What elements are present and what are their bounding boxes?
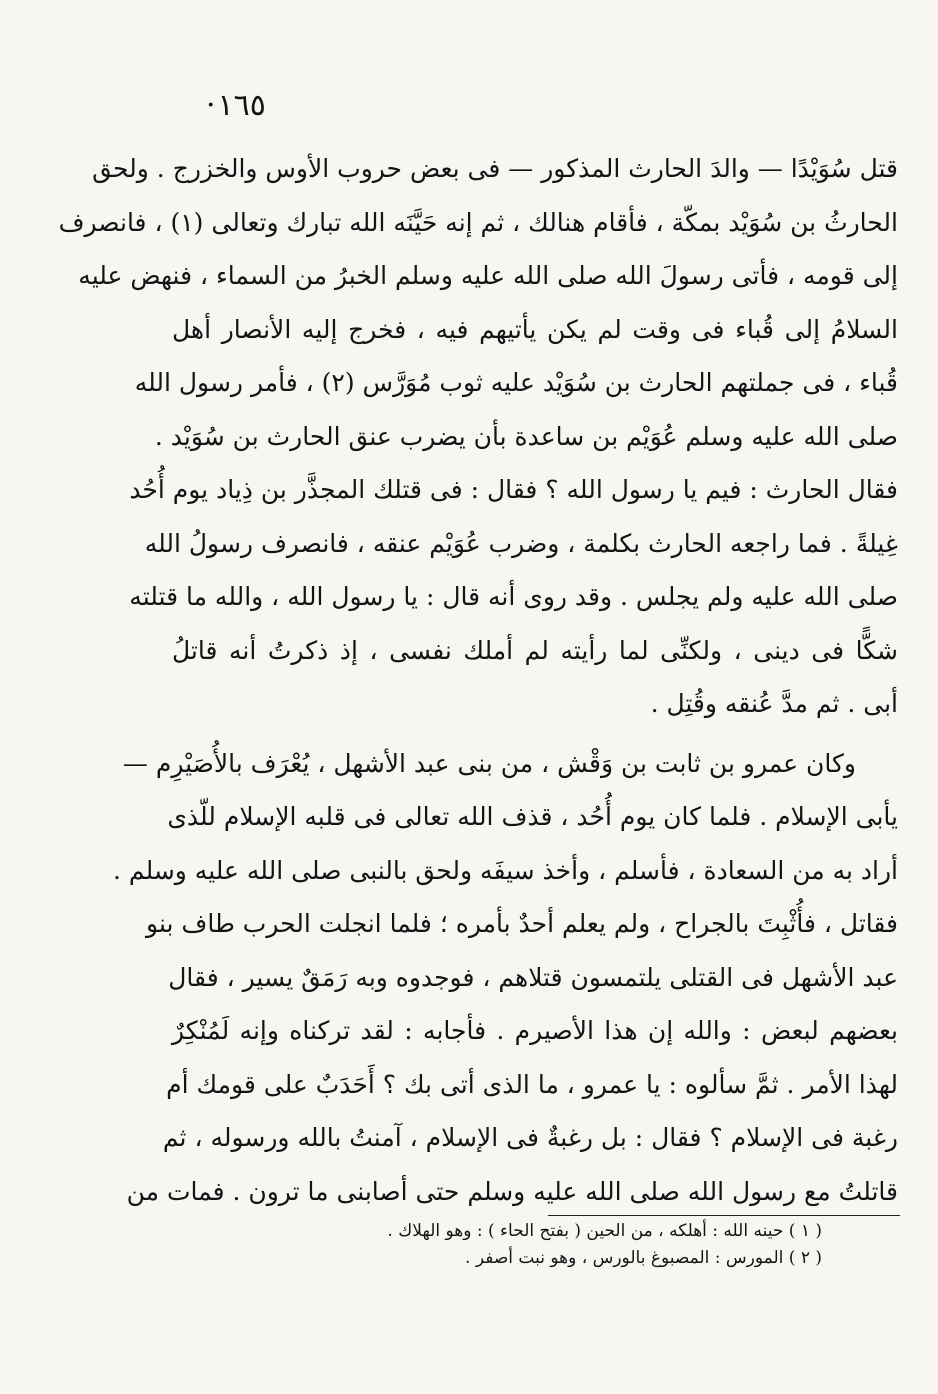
text-line: الحارثُ بن سُوَيْد بمكّة ، فأقام هنالك ، ثم إنه حَيَّنَه الله تبارك وتعالى (١) ، فانصرف	[58, 207, 898, 237]
text-line: شكًّا فى دينى ، ولكنِّى لما رأيته لم أملك نفسى ، إذ ذكرتُ أنه قاتلُ	[172, 635, 898, 665]
text-line: إلى قومه ، فأتى رسولَ الله صلى الله عليه وسلم الخبرُ من السماء ، فنهض عليه	[78, 261, 898, 290]
text-line: قُباء ، فى جملتهم الحارث بن سُوَيْد عليه ثوب مُوَرَّس (٢) ، فأمر رسول الله	[134, 368, 898, 397]
text-line: قاتلتُ مع رسول الله صلى الله عليه وسلم حتى أصابنى ما ترون . فمات من	[126, 1176, 898, 1206]
text-line: فقاتل ، فأُثْبِتَ بالجراح ، ولم يعلم أحدٌ بأمره ؛ فلما انجلت الحرب طاف بنو	[146, 909, 898, 938]
text-line: رغبة فى الإسلام ؟ فقال : بل رغبةٌ فى الإسلام ، آمنتُ بالله ورسوله ، ثم	[162, 1123, 898, 1152]
text-line: عبد الأشهل فى القتلى يلتمسون قتلاهم ، فوجدوه وبه رَمَقٌ يسير ، فقال	[168, 962, 898, 992]
text-line: صلى الله عليه ولم يجلس . وقد روى أنه قال : يا رسول الله ، والله ما قتلته	[129, 582, 898, 611]
text-line: قتل سُوَيْدًا — والدَ الحارث المذكور — فى بعض حروب الأوس والخزرج . ولحق	[92, 154, 898, 183]
text-line: السلامُ إلى قُباء فى وقت لم يكن يأتيهم فيه ، فخرج إليه الأنصار أهل	[172, 314, 898, 344]
page-number	[200, 88, 266, 123]
text-line: صلى الله عليه وسلم عُوَيْم بن ساعدة بأن يضرب عنق الحارث بن سُوَيْد .	[154, 421, 898, 451]
text-line-paragraph-start: وكان عمرو بن ثابت بن وَقْش ، من بنى عبد الأشهل ، يُعْرَف بالأُصَيْرِم —	[122, 748, 856, 778]
page-number-text: ١٦٥	[217, 88, 266, 123]
text-line: لهذا الأمر . ثمَّ سألوه : يا عمرو ، ما الذى أتى بك ؟ أَحَدَبٌ على قومك أم	[166, 1069, 898, 1099]
footnote-1: ( ١ ) حينه الله : أهلكه ، من الحين ( بفتح الحاء ) : وهو الهلاك .	[387, 1221, 822, 1241]
body-text	[58, 142, 898, 1218]
page-number-dot: ·	[206, 88, 218, 123]
text-line: يأبى الإسلام . فلما كان يوم أُحُد ، قذف الله تعالى فى قلبه الإسلام للّذى	[167, 802, 898, 831]
text-line: غِيلةً . فما راجعه الحارث بكلمة ، وضرب عُوَيْم عنقه ، فانصرف رسولُ الله	[144, 528, 898, 558]
text-line: بعضهم لبعض : والله إن هذا الأصيرم . فأجابه : لقد تركناه وإنه لَمُنْكِرٌ	[172, 1016, 898, 1045]
footnote-divider	[548, 1215, 900, 1216]
footnotes	[300, 1218, 822, 1272]
text-line: أراد به من السعادة ، فأسلم ، وأخذ سيفَه ولحق بالنبى صلى الله عليه وسلم .	[113, 855, 898, 885]
text-line-paragraph-end: أبى . ثم مدَّ عُنقه وقُتِل .	[650, 689, 898, 718]
text-line: فقال الحارث : فيم يا رسول الله ؟ فقال : فى قتلك المجذَّر بن ذِياد يوم أُحُد	[129, 475, 898, 504]
footnote-2: ( ٢ ) المورس : المصبوغ بالورس ، وهو نبت أصفر .	[465, 1248, 822, 1268]
